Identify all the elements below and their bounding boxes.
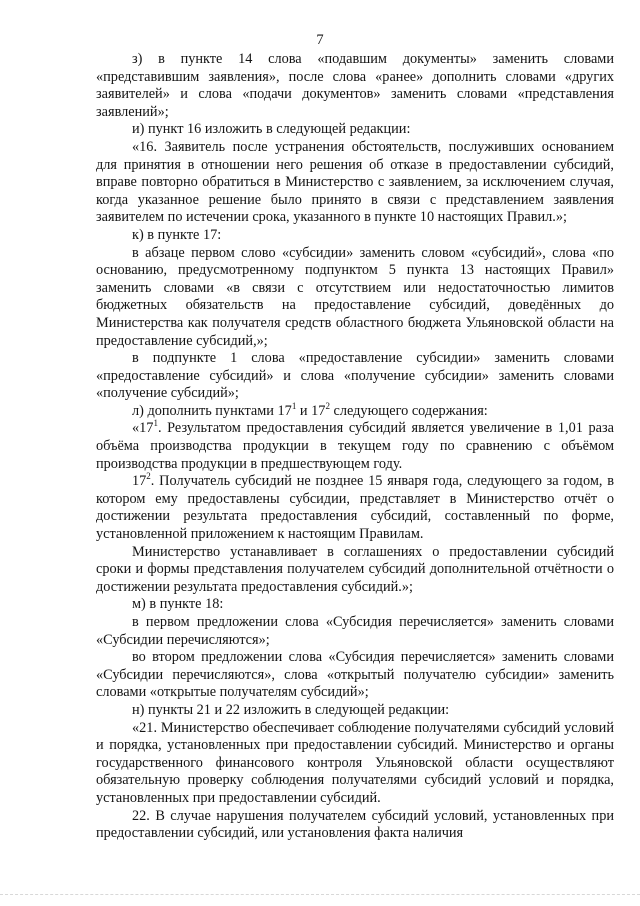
paragraph: и) пункт 16 изложить в следующей редакции: bbox=[132, 121, 411, 138]
text-run: л) дополнить пунктами 17 bbox=[132, 402, 292, 419]
scan-edge-divider bbox=[0, 894, 640, 906]
text-run: . Получатель субсидий не позднее 15 января года, следующего за годом, в котором ему предоставлены субсидии, представляет в Министерство отчёт о достижении результата предоставления субсидий, составленный по форме, установленной приложением к настоящим Правилам. bbox=[96, 473, 614, 543]
paragraph bbox=[96, 473, 614, 543]
page-number: 7 bbox=[316, 32, 324, 48]
superscript: 1 bbox=[153, 418, 158, 429]
paragraph: 22. В случае нарушения получателем субсидий условий, установленных при предоставлении субсидий, или установления факта наличия bbox=[96, 807, 614, 842]
paragraph: Министерство устанавливает в соглашениях о предоставлении субсидий сроки и формы представления получателем субсидий дополнительной отчётности о достижении результата предоставления субсидий.»; bbox=[96, 543, 614, 595]
paragraph: м) в пункте 18: bbox=[132, 596, 224, 613]
paragraph: «16. Заявитель после устранения обстоятельств, послуживших основанием для принятия в отношении него решения об отказе в предоставлении субсидий, вправе повторно обратиться в Министерство с заявлением, за исключением случая, когда указанное решение было принято в связи с представлением заявления заявителем по истечении срока, указанного в пункте 10 настоящих Правил.»; bbox=[96, 138, 614, 226]
paragraph bbox=[96, 403, 614, 421]
superscript: 1 bbox=[291, 401, 297, 412]
paragraph: в подпункте 1 слова «предоставление субсидии» заменить словами «предоставление субсидий» и слова «получение субсидии» заменить словами «получение субсидий»; bbox=[96, 350, 614, 402]
paragraph: в первом предложении слова «Субсидия перечисляется» заменить словами «Субсидии перечисляются»; bbox=[96, 614, 614, 648]
paragraph: к) в пункте 17: bbox=[132, 226, 222, 243]
paragraph bbox=[96, 420, 614, 473]
paragraph: во втором предложении слова «Субсидия перечисляется» заменить словами «Субсидии перечисляются», слова «открытый получателю субсидии» заменить словами «открытые получателям субсидий»; bbox=[96, 649, 614, 701]
text-run: следующего содержания: bbox=[329, 402, 488, 419]
superscript: 2 bbox=[146, 471, 151, 482]
superscript: 2 bbox=[325, 401, 330, 412]
paragraph: в абзаце первом слово «субсидии» заменить словом «субсидий», слова «по основанию, предусмотренному подпунктом 5 пункта 13 настоящих Правил» заменить словами «в связи с отсутствием или недостаточностью лимитов бюджетных обязательств на предоставление субсидий, доведённых до Министерства как получателя средств областного бюджета Ульяновской области на предоставление субсидий,»; bbox=[96, 244, 614, 349]
text-run: . Результатом предоставления субсидий является увеличение в 1,01 раза объёма производства продукции в текущем году по сравнению с объёмом производства продукции в предшествующем году. bbox=[96, 420, 614, 472]
paragraph: «21. Министерство обеспечивает соблюдение получателями субсидий условий и порядка, установленных при предоставлении субсидий. Министерство и органы государственного финансового контроля Ульяновской области осуществляют обязательную проверку соблюдения получателями субсидий условий и порядка, установленных при предоставлении субсидий. bbox=[96, 719, 614, 806]
text-run: и 17 bbox=[296, 402, 326, 419]
paragraph: з) в пункте 14 слова «подавшим документы» заменить словами «представившим заявления», после слова «ранее» дополнить словами «других заявителей» и слова «подачи документов» заменить словами «представления заявлений»; bbox=[96, 51, 614, 120]
text-run: «17 bbox=[132, 420, 154, 437]
paragraph: н) пункты 21 и 22 изложить в следующей редакции: bbox=[132, 701, 450, 718]
text-run: 17 bbox=[132, 473, 147, 490]
document-body bbox=[96, 51, 614, 843]
